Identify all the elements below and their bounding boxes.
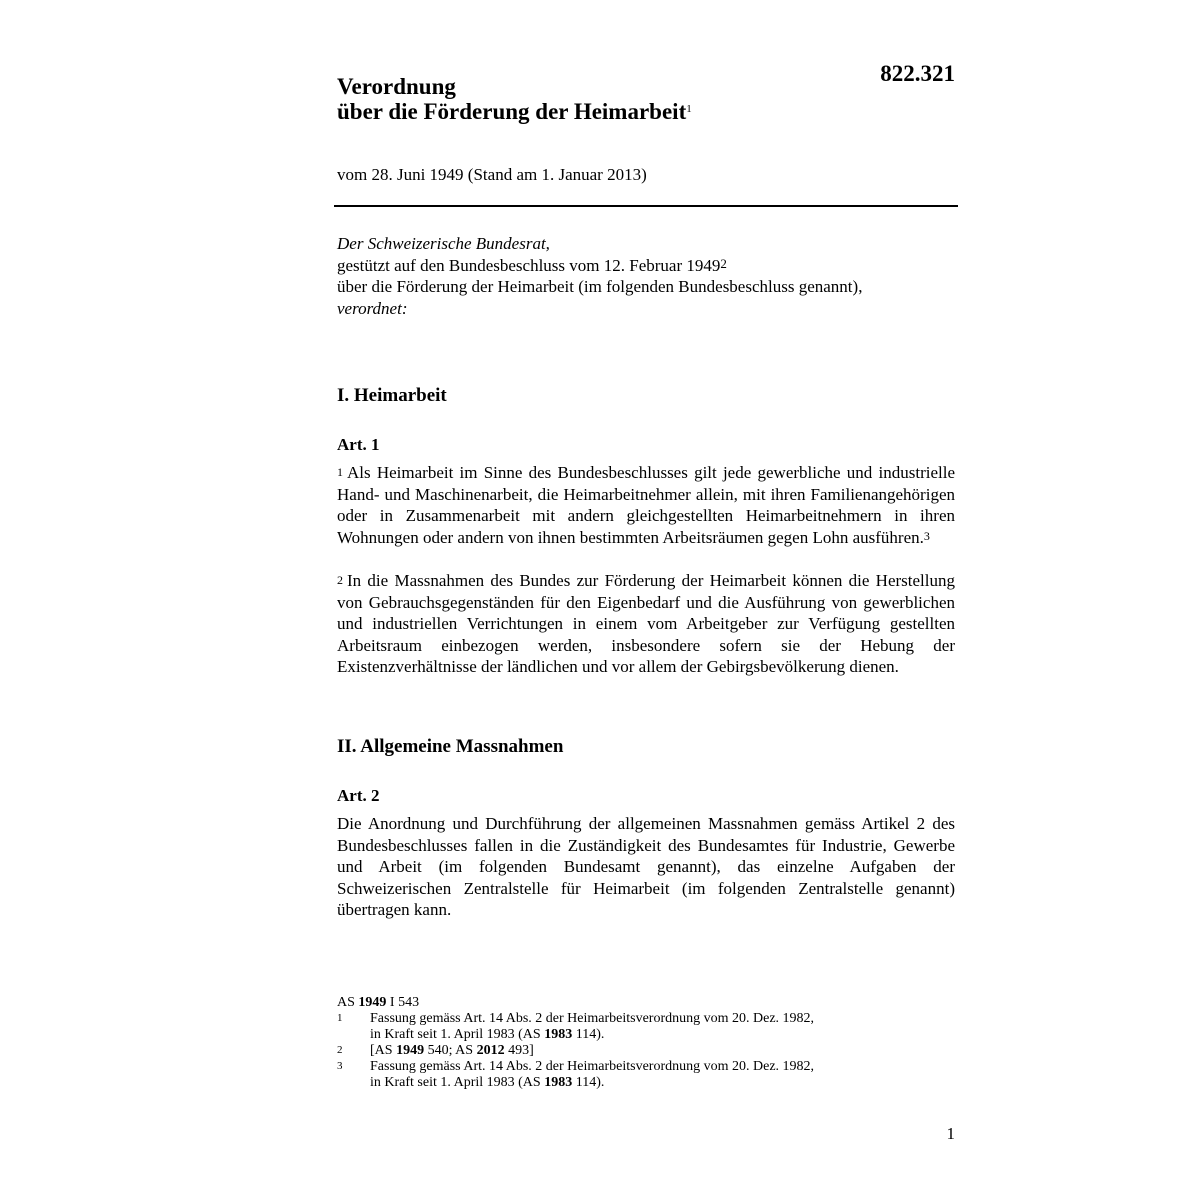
title-line-2-text: über die Förderung der Heimarbeit bbox=[337, 99, 687, 124]
section-heading-1: I. Heimarbeit bbox=[337, 385, 447, 406]
preamble-basis-line2: über die Förderung der Heimarbeit (im folgenden Bundesbeschluss genannt), bbox=[337, 277, 863, 296]
page-number: 1 bbox=[946, 1124, 955, 1143]
footnote-text-part: 114). bbox=[575, 1027, 605, 1042]
title-line-1: Verordnung bbox=[337, 74, 456, 99]
preamble-basis-line1 bbox=[337, 255, 955, 277]
footnote-3 bbox=[337, 1059, 897, 1091]
footnote-text-part: 114). bbox=[575, 1075, 605, 1090]
footnote-text-part: 493] bbox=[508, 1043, 534, 1058]
footnote-text-part: in Kraft seit 1. April 1983 (AS bbox=[370, 1075, 541, 1090]
footnote-line: Fassung gemäss Art. 14 Abs. 2 der Heimarbeitsverordnung vom 20. Dez. 1982, bbox=[370, 1059, 815, 1074]
title-footnote-ref[interactable]: 1 bbox=[686, 103, 692, 115]
preamble-footnote-ref[interactable]: 2 bbox=[720, 255, 727, 271]
article-1-paragraph-2 bbox=[337, 570, 955, 678]
footnote-text bbox=[370, 1059, 897, 1091]
title-line-2 bbox=[337, 99, 857, 124]
footnote-ref-3[interactable]: 3 bbox=[923, 528, 930, 543]
preamble bbox=[337, 233, 955, 319]
article-2-paragraph: Die Anordnung und Durchführung der allgemeinen Massnahmen gemäss Artikel 2 des Bundesbeschlusses fallen in die Zuständigkeit des Bundesamtes für Industrie, Gewerbe und Arbeit (im folgenden Bundesamt genannt), das einzelne Aufgaben der Schweizerischen Zentralstelle für Heimarbeit (im folgenden Zentralstelle genannt) übertragen kann. bbox=[337, 814, 955, 919]
source-year: 1949 bbox=[358, 995, 387, 1010]
footnote-1 bbox=[337, 1011, 897, 1043]
footnote-text bbox=[370, 1043, 897, 1059]
footnote-text bbox=[370, 1011, 897, 1043]
paragraph-text: Als Heimarbeit im Sinne des Bundesbeschlusses gilt jede gewerbliche und industrielle Hand- und Maschinenarbeit, die Heimarbeitnehmer allein, mit ihren Familienangehörigen oder in Zusammenarbeit mit andern gleichgestellten Heimarbeitnehmern in ihren Wohnungen oder andern von ihnen bestimmten Arbeitsräumen gegen Lohn ausführen. bbox=[337, 463, 955, 547]
footnote-line bbox=[370, 1027, 897, 1043]
footnote-text-part: [AS bbox=[370, 1043, 393, 1058]
footnote-text-part: in Kraft seit 1. April 1983 (AS bbox=[370, 1027, 541, 1042]
article-1-paragraph-1 bbox=[337, 462, 955, 548]
footnote-number: 2 bbox=[337, 1044, 343, 1056]
sr-number: 822.321 bbox=[880, 61, 955, 86]
footnote-line bbox=[370, 1075, 897, 1091]
paragraph-number: 1 bbox=[337, 465, 343, 479]
footnote-year: 1983 bbox=[544, 1075, 573, 1090]
footnote-line: Fassung gemäss Art. 14 Abs. 2 der Heimarbeitsverordnung vom 20. Dez. 1982, bbox=[370, 1011, 815, 1026]
footnote-source bbox=[337, 995, 897, 1011]
paragraph-number: 2 bbox=[337, 573, 343, 587]
footnote-number: 1 bbox=[337, 1012, 343, 1024]
section-heading-2: II. Allgemeine Massnahmen bbox=[337, 736, 564, 757]
footnote-2 bbox=[337, 1043, 897, 1059]
article-1-title: Art. 1 bbox=[337, 435, 380, 454]
preamble-decree: verordnet: bbox=[337, 298, 408, 318]
paragraph-text: In die Massnahmen des Bundes zur Förderung der Heimarbeit können die Herstellung von Gebrauchsgegenständen für den Eigenbedarf und die Ausführung von gewerblichen und industriellen Verrichtungen in einem vom Arbeitgeber zur Verfügung gestellten Arbeitsraum einbezogen werden, insbesondere sofern sie der Hebung der Existenzverhältnisse der ländlichen und vor allem der Gebirgsbevölkerung dienen. bbox=[337, 571, 955, 676]
document-date: vom 28. Juni 1949 (Stand am 1. Januar 2013) bbox=[337, 165, 647, 184]
article-2-title: Art. 2 bbox=[337, 786, 380, 805]
preamble-authority: Der Schweizerische Bundesrat, bbox=[337, 234, 550, 253]
source-ref: I 543 bbox=[389, 995, 420, 1010]
footnotes bbox=[337, 995, 897, 1091]
footnote-text-part: 540; AS bbox=[427, 1043, 474, 1058]
footnote-number: 3 bbox=[337, 1060, 343, 1072]
header-divider bbox=[334, 205, 958, 207]
footnote-year: 1983 bbox=[544, 1027, 573, 1042]
footnote-year: 1949 bbox=[396, 1043, 425, 1058]
footnote-year: 2012 bbox=[476, 1043, 505, 1058]
source-prefix: AS bbox=[337, 995, 355, 1010]
document-title bbox=[337, 74, 857, 124]
preamble-basis-text: gestützt auf den Bundesbeschluss vom 12. Februar 1949 bbox=[337, 255, 721, 275]
